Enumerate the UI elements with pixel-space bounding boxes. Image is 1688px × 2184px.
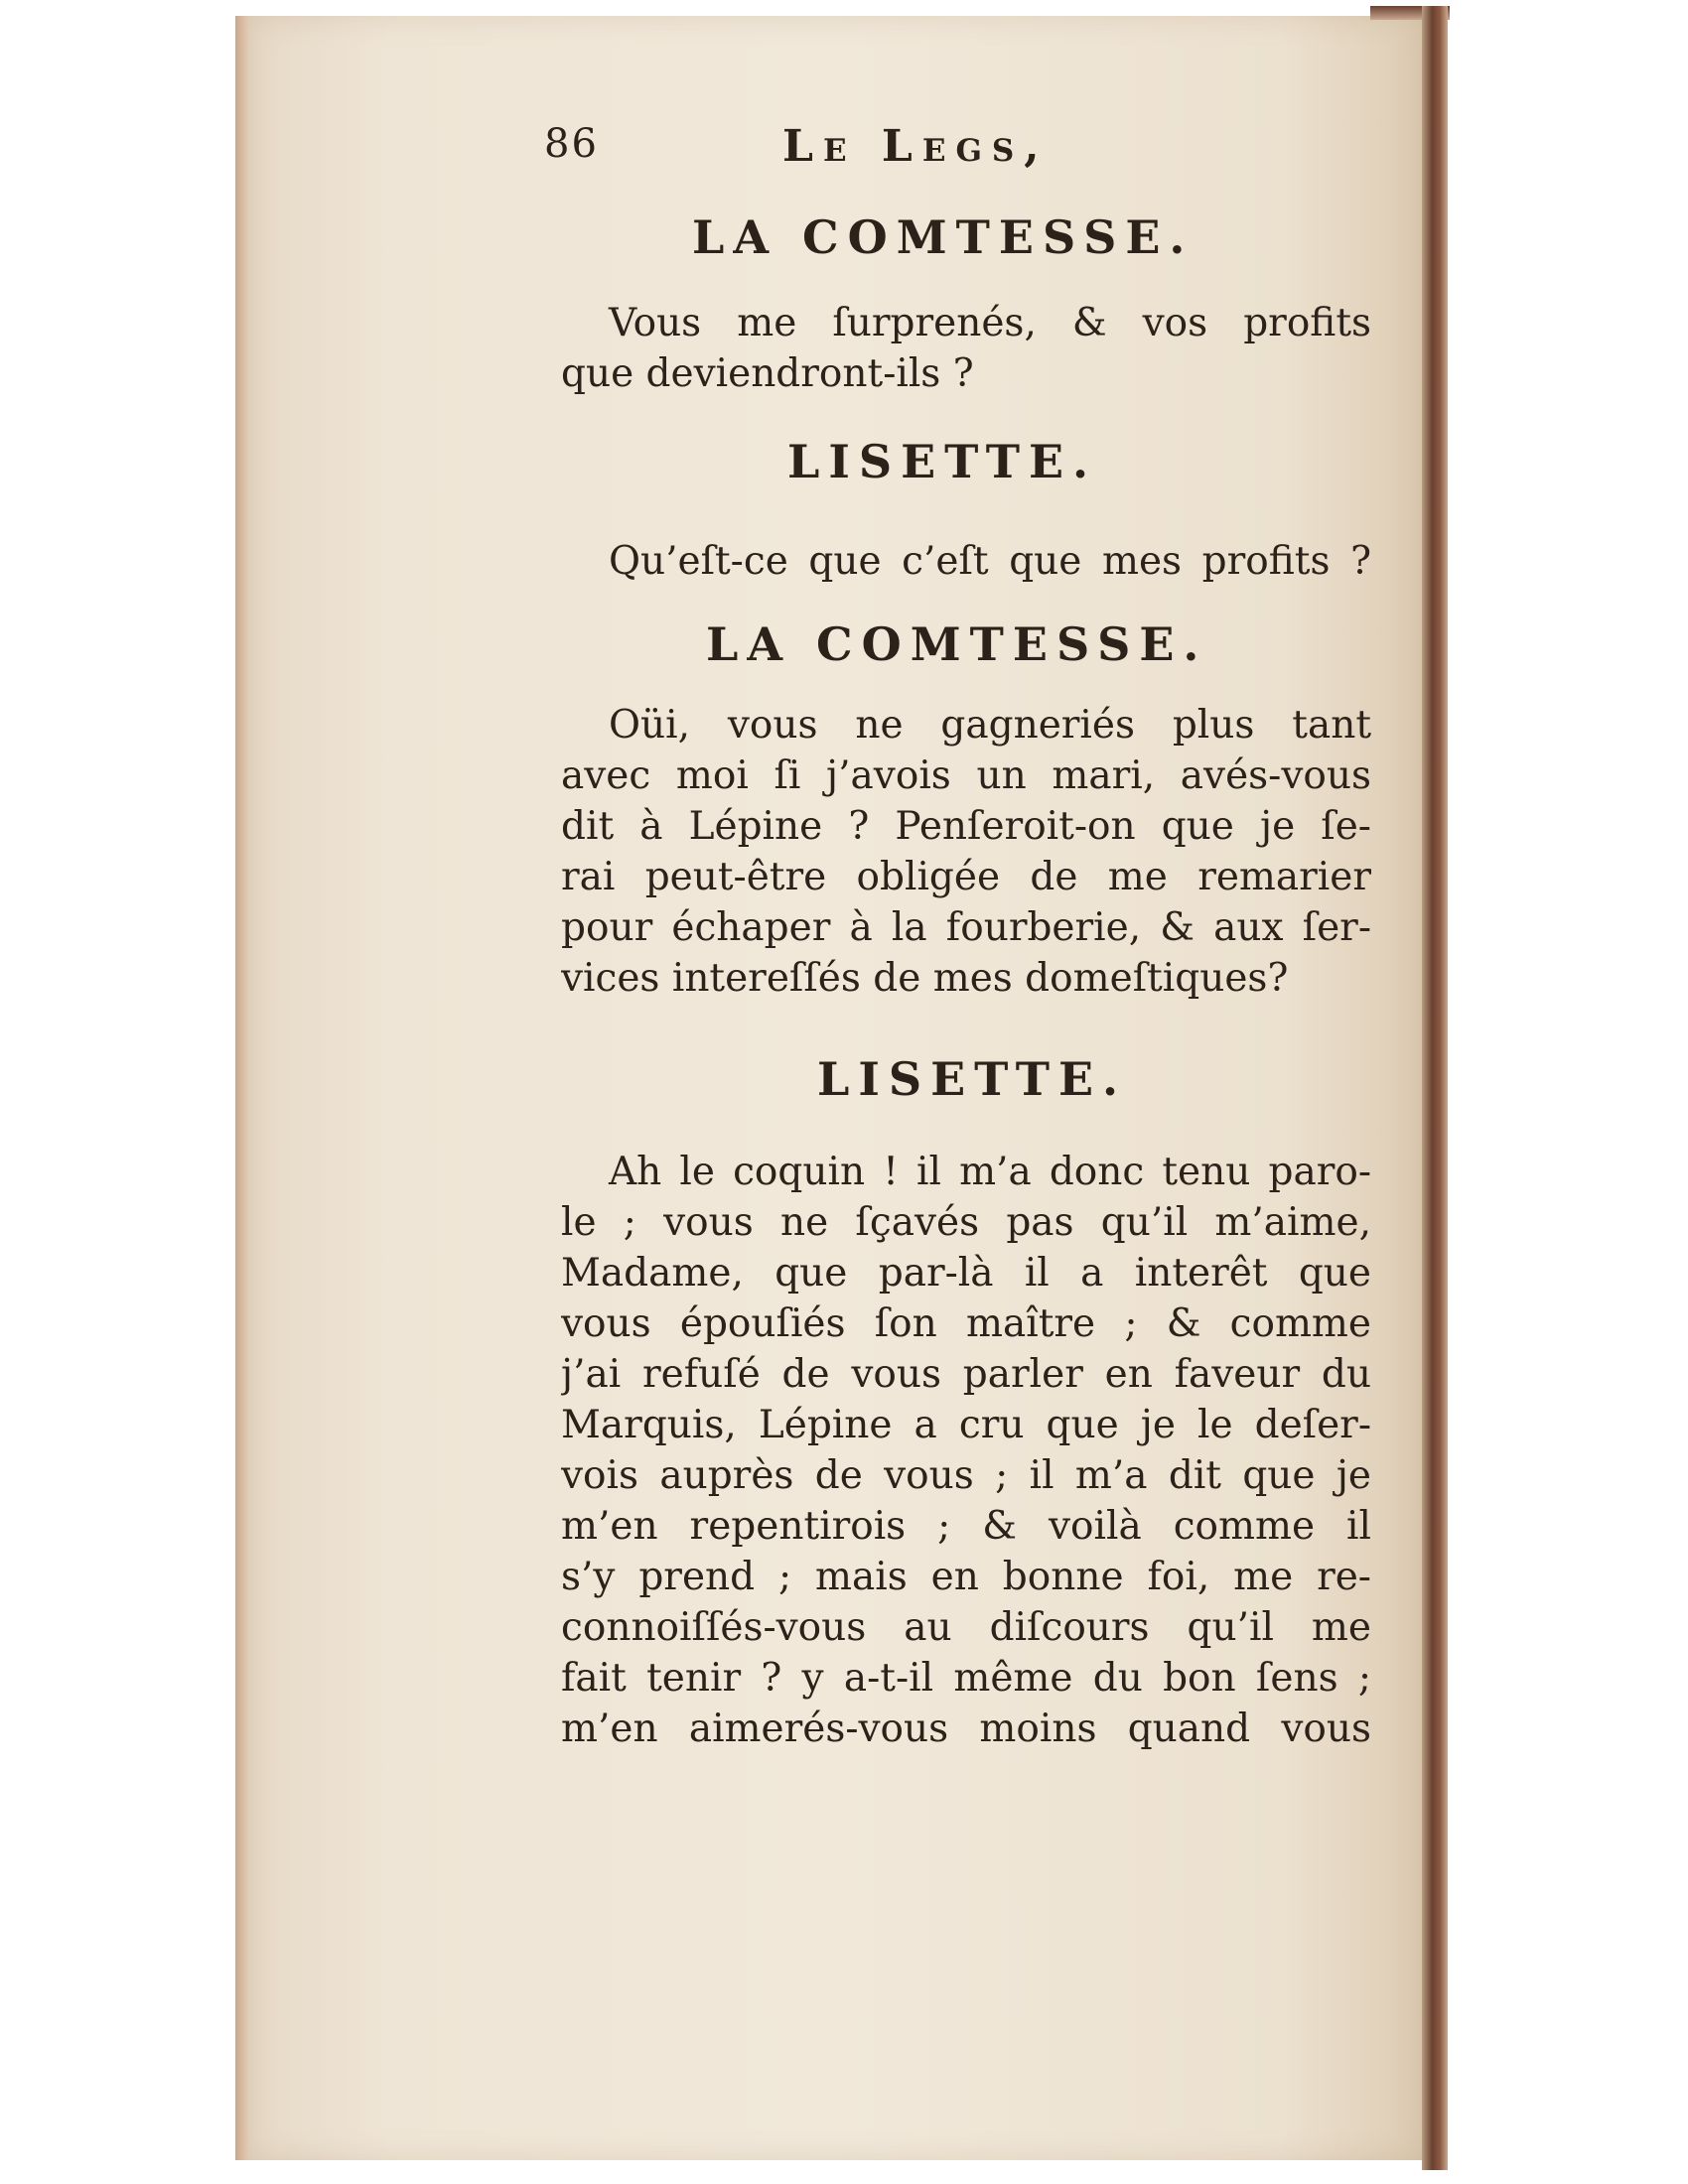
- text-line: m’en repentirois ; & voilà comme il: [561, 1504, 1371, 1549]
- speech-paragraph: [561, 1147, 1371, 1754]
- speaker-heading: LISETTE.: [787, 435, 1098, 488]
- text-line: j’ai refuſé de vous parler en faveur du: [561, 1352, 1371, 1397]
- running-title: Le Legs,: [782, 121, 1050, 172]
- text-line: avec moi ſi j’avois un mari, avés-vous: [561, 753, 1371, 798]
- speaker-heading: LA COMTESSE.: [692, 210, 1195, 264]
- text-line: s’y prend ; mais en bonne foi, me re-: [561, 1555, 1371, 1599]
- speaker-heading: LISETTE.: [817, 1052, 1128, 1106]
- text-line: Madame, que par-là il a interêt que: [561, 1251, 1371, 1296]
- text-line: Ah le coquin ! il m’a donc tenu paro-: [609, 1150, 1371, 1194]
- text-line: Marquis, Lépine a cru que je le deſer-: [561, 1403, 1371, 1447]
- text-line: vois auprès de vous ; il m’a dit que je: [561, 1453, 1371, 1498]
- text-line: Qu’eſt-ce que c’eſt que mes profits ?: [609, 539, 1371, 584]
- text-line: vous épouſiés ſon maître ; & comme: [561, 1301, 1371, 1346]
- text-line: pour échaper à la fourberie, & aux ſer-: [561, 905, 1371, 950]
- text-line: le ; vous ne ſçavés pas qu’il m’aime,: [561, 1200, 1371, 1245]
- text-line: m’en aimerés-vous moins quand vous: [561, 1706, 1371, 1751]
- text-line: Vous me ſurprenés, & vos profits: [609, 301, 1371, 345]
- speaker-heading: LA COMTESSE.: [706, 617, 1208, 671]
- text-line: rai peut-être obligée de me remarier: [561, 855, 1371, 899]
- speech-paragraph: [561, 536, 1371, 587]
- speech-paragraph: [561, 700, 1371, 1004]
- text-line: vices intereſſés de mes domeſtiques?: [561, 956, 1289, 1001]
- text-line: Oüi, vous ne gagneriés plus tant: [609, 703, 1371, 748]
- page-number: 86: [544, 121, 599, 167]
- text-line: que deviendront-ils ?: [561, 351, 974, 396]
- speech-paragraph: [561, 298, 1371, 399]
- text-line: fait tenir ? y a-t-il même du bon ſens ;: [561, 1656, 1371, 1701]
- text-line: dit à Lépine ? Penſeroit-on que je ſe-: [561, 804, 1371, 849]
- running-head: [544, 121, 1120, 181]
- text-line: connoiſſés-vous au diſcours qu’il me: [561, 1605, 1371, 1650]
